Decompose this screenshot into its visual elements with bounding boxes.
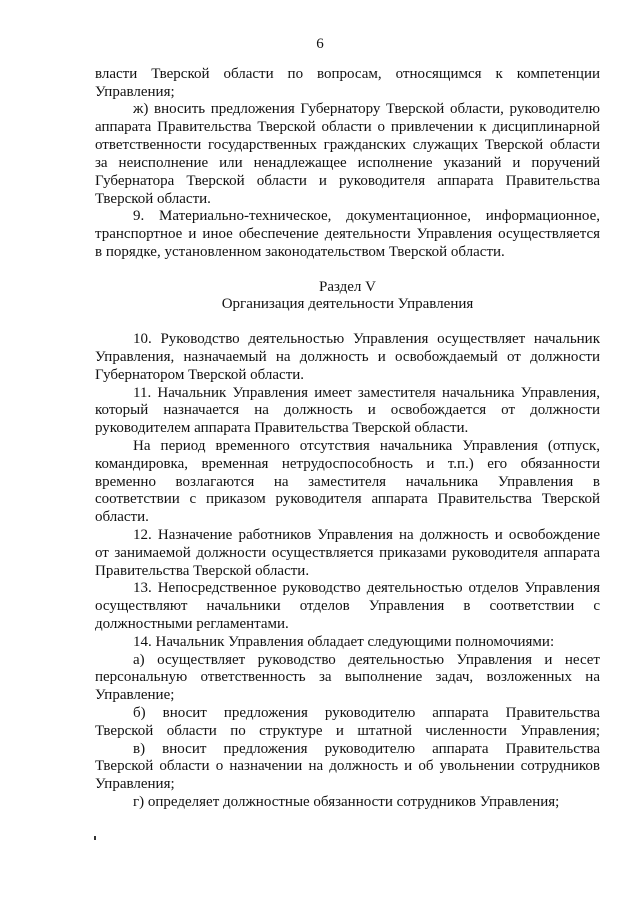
- text-line: 12. Назначение работников Управления на должность и освобождение: [133, 527, 600, 543]
- text-line: б) вносит предложения руководителю аппарата Правительства: [133, 705, 600, 721]
- text-line: Губернатором Тверской области.: [95, 367, 305, 383]
- text-line: области.: [95, 509, 149, 525]
- section-heading: Организация деятельности Управления: [221, 296, 474, 312]
- text-line: Тверской области.: [95, 191, 211, 207]
- text-line: 9. Материально-техническое, документационное, информационное,: [133, 208, 600, 224]
- text-line: Управления, назначаемый на должность и освобождаемый от должности: [95, 349, 600, 365]
- text-line: Тверской области о назначении на должность и об увольнении сотрудников: [95, 758, 600, 774]
- text-line: Управления;: [95, 84, 175, 100]
- text-line: власти Тверской области по вопросам, относящимся к компетенции: [95, 66, 600, 82]
- text-line: 10. Руководство деятельностью Управления осуществляет начальник: [133, 331, 600, 347]
- text-line: Управление;: [95, 687, 175, 703]
- text-line: осуществляют начальники отделов Управления в соответствии с: [95, 598, 600, 614]
- text-line: руководителем аппарата Правительства Тверской области.: [95, 420, 469, 436]
- text-line: 13. Непосредственное руководство деятельностью отделов Управления: [133, 580, 600, 596]
- text-line: временно возлагаются на заместителя начальника Управления в: [95, 474, 600, 490]
- text-line: аппарата Правительства Тверской области о привлечении к дисциплинарной: [95, 119, 600, 135]
- text-line: Губернатора Тверской области и руководителя аппарата Правительства: [95, 173, 600, 189]
- text-line: за неисполнение или ненадлежащее исполнение указаний и поручений: [95, 155, 600, 171]
- text-line: персональную ответственность за выполнение задач, возложенных на: [95, 669, 600, 685]
- text-line: от занимаемой должности осуществляется приказами руководителя аппарата: [95, 545, 600, 561]
- text-line: г) определяет должностные обязанности сотрудников Управления;: [133, 794, 560, 810]
- text-line: в порядке, установленном законодательством Тверской области.: [95, 244, 505, 260]
- text-line: в) вносит предложения руководителю аппарата Правительства: [133, 741, 600, 757]
- text-line: Тверской области по структуре и штатной численности Управления;: [95, 723, 600, 739]
- text-line: 14. Начальник Управления обладает следующими полномочиями:: [133, 634, 555, 650]
- text-line: На период временного отсутствия начальника Управления (отпуск,: [133, 438, 600, 454]
- text-line: соответствии с приказом руководителя аппарата Правительства Тверской: [95, 491, 600, 507]
- text-line: ответственности государственных гражданских служащих Тверской области: [95, 137, 600, 153]
- text-line: транспортное и иное обеспечение деятельности Управления осуществляется: [95, 226, 600, 242]
- text-line: Правительства Тверской области.: [95, 563, 310, 579]
- scan-mark: [94, 836, 96, 840]
- text-line: ж) вносить предложения Губернатору Тверской области, руководителю: [133, 101, 600, 117]
- text-line: 11. Начальник Управления имеет заместителя начальника Управления,: [133, 385, 600, 401]
- text-line: Управления;: [95, 776, 175, 792]
- text-line: командировка, временная нетрудоспособность и т.п.) его обязанности: [95, 456, 600, 472]
- text-line: который назначается на должность и освобождается от должности: [95, 402, 600, 418]
- page-number: 6: [316, 36, 324, 52]
- section-title: Раздел V: [318, 279, 376, 295]
- text-line: а) осуществляет руководство деятельностью Управления и несет: [133, 652, 600, 668]
- text-line: должностными регламентами.: [95, 616, 289, 632]
